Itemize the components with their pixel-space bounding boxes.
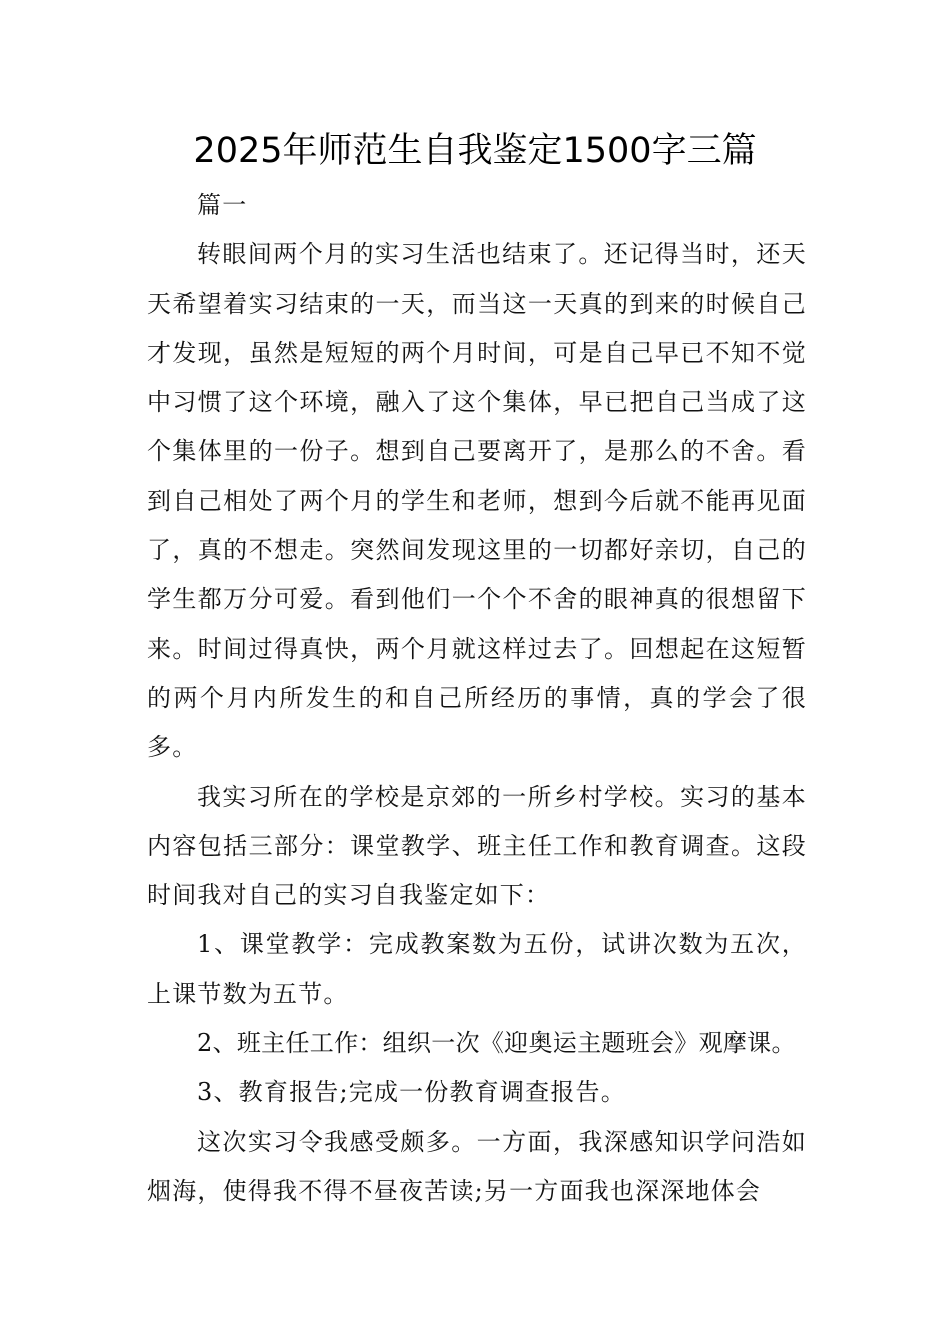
paragraph: 这次实习令我感受颇多。一方面，我深感知识学问浩如烟海，使得我不得不昼夜苦读;另一方面我也深深地体会: [147, 1127, 807, 1205]
paragraph: 转眼间两个月的实习生活也结束了。还记得当时，还天天希望着实习结束的一天，而当这一天真的到来的时候自己才发现，虽然是短短的两个月时间，可是自己早已不知不觉中习惯了这个环境，融入了这个集体，早已把自己当成了这个集体里的一份子。想到自己要离开了，是那么的不舍。看到自己相处了两个月的学生和老师，想到今后就不能再见面了，真的不想走。突然间发现这里的一切都好亲切，自己的学生都万分可爱。看到他们一个个不舍的眼神真的很想留下来。时间过得真快，两个月就这样过去了。回想起在这短暂的两个月内所发生的和自己所经历的事情，真的学会了很多。: [147, 240, 807, 762]
paragraph: 3、教育报告;完成一份教育调查报告。: [197, 1078, 626, 1107]
paragraph: 1、课堂教学：完成教案数为五份，试讲次数为五次，上课节数为五节。: [147, 930, 807, 1008]
paragraph: 我实习所在的学校是京郊的一所乡村学校。实习的基本内容包括三部分：课堂教学、班主任工作和教育调查。这段时间我对自己的实习自我鉴定如下：: [147, 782, 807, 910]
document-body: [147, 181, 807, 1216]
section-heading: 篇一: [197, 191, 248, 219]
paragraph: 2、班主任工作：组织一次《迎奥运主题班会》观摩课。: [197, 1029, 796, 1058]
document-title: 2025年师范生自我鉴定1500字三篇: [193, 131, 757, 171]
